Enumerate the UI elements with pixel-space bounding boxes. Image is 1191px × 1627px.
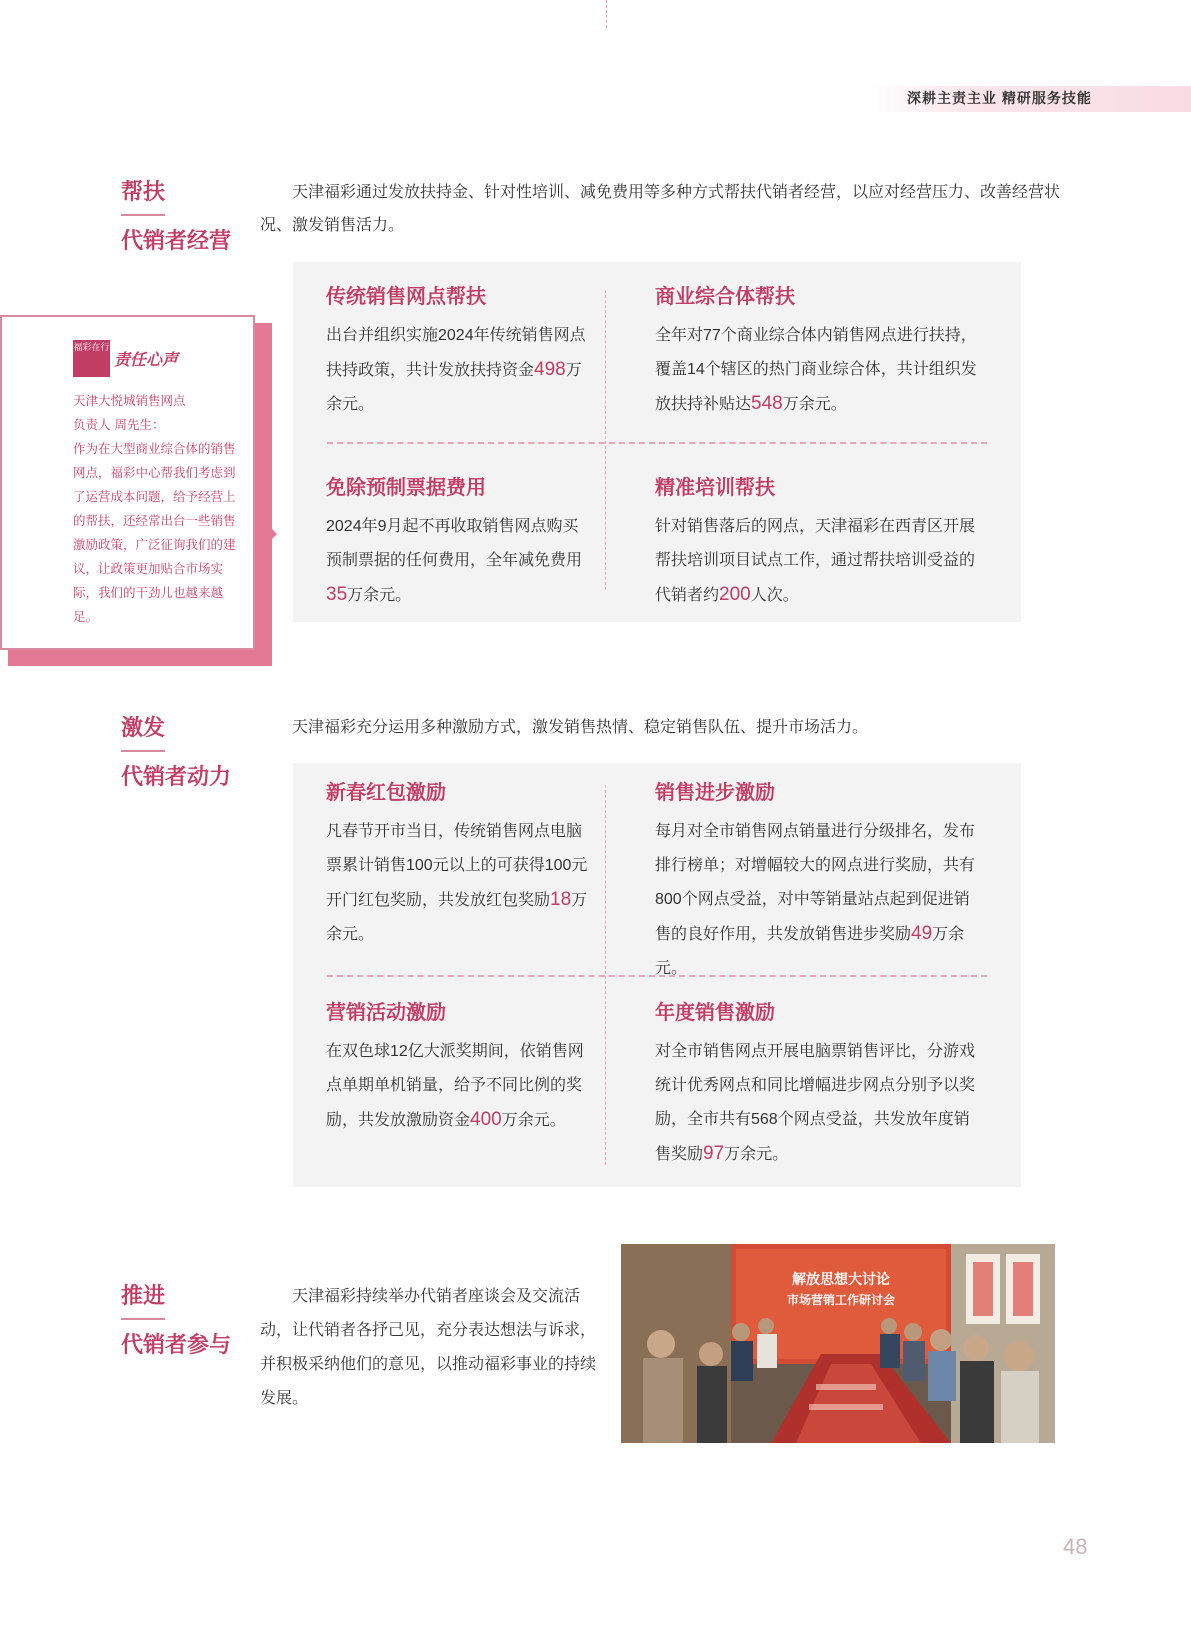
cell-title: 商业综合体帮扶	[655, 286, 795, 308]
section-title-line1: 激发	[121, 715, 166, 740]
section-title-line1: 帮扶	[121, 179, 166, 204]
cell-title: 精准培训帮扶	[655, 477, 775, 499]
cell-title: 免除预制票据费用	[326, 477, 486, 499]
quote-content	[73, 340, 243, 629]
page-number: 48	[1063, 1534, 1088, 1559]
section-title-divider	[121, 214, 165, 216]
banner-line-1: 解放思想大讨论	[792, 1272, 890, 1288]
highlight-number: 400	[470, 1109, 502, 1130]
card-vertical-divider	[605, 290, 606, 590]
running-header: 深耕主责主业 精研服务技能	[907, 90, 1092, 106]
section-title-line1: 推进	[121, 1283, 166, 1308]
support-cell-traditional	[326, 284, 594, 422]
top-crop-mark	[606, 0, 607, 28]
cell-body: 对全市销售网点开展电脑票销售评比，分游戏统计优秀网点和同比增幅进步网点分别予以奖励，全市共有568个网点受益，共发放年度销售奖励97万余元。	[655, 1043, 976, 1164]
quote-pointer	[263, 520, 277, 548]
section-title-support	[121, 179, 231, 254]
support-cell-fee-waiver	[326, 475, 594, 613]
highlight-number: 498	[534, 359, 566, 380]
cell-title: 年度销售激励	[655, 1002, 775, 1024]
section-title-divider	[121, 1318, 165, 1320]
motivate-cell-annual	[655, 1000, 985, 1172]
cell-body: 2024年9月起不再收取销售网点购买预制票据的任何费用，全年减免费用35万余元。	[326, 518, 583, 605]
highlight-number: 97	[703, 1143, 725, 1164]
support-card-grid	[293, 262, 1021, 622]
seal-logo: 福彩在行	[73, 340, 110, 377]
motivate-cell-spring	[326, 780, 594, 952]
motivate-cell-campaign	[326, 1000, 594, 1138]
card-horizontal-divider	[327, 442, 987, 444]
cell-body: 针对销售落后的网点，天津福彩在西青区开展帮扶培训项目试点工作，通过帮扶培训受益的代销者约200人次。	[655, 518, 976, 605]
section-title-line2: 代销者动力	[121, 764, 232, 789]
cell-title: 营销活动激励	[326, 1002, 446, 1024]
highlight-number: 18	[550, 889, 572, 910]
highlight-number: 49	[911, 923, 933, 944]
highlight-number: 200	[719, 584, 751, 605]
support-cell-commercial	[655, 284, 985, 422]
cell-title: 传统销售网点帮扶	[326, 286, 486, 308]
meeting-photo-illustration	[621, 1244, 1055, 1443]
section-title-motivate	[121, 715, 231, 790]
banner-line-2: 市场营销工作研讨会	[786, 1293, 896, 1307]
highlight-number: 548	[751, 393, 783, 414]
cell-body: 在双色球12亿大派奖期间，依销售网点单期单机销量，给予不同比例的奖励，共发放激励资金400万余元。	[326, 1043, 584, 1130]
quote-label: 责任心声	[114, 350, 179, 369]
cell-body: 每月对全市销售网点销量进行分级排名，发布排行榜单；对增幅较大的网点进行奖励，共有800个网点受益，对中等销量站点起到促进销售的良好作用，共发放销售进步奖励49万余元。	[655, 823, 976, 977]
cell-body: 全年对77个商业综合体内销售网点进行扶持，覆盖14个辖区的热门商业综合体，共计组织发放扶持补贴达548万余元。	[655, 327, 977, 414]
cell-body: 出台并组织实施2024年传统销售网点扶持政策，共计发放扶持资金498万余元。	[326, 327, 586, 413]
support-cell-training	[655, 475, 985, 613]
section-title-line2: 代销者参与	[121, 1332, 232, 1357]
cell-body: 凡春节开市当日，传统销售网点电脑票累计销售100元以上的可获得100元开门红包奖励，共发放红包奖励18万余元。	[326, 823, 588, 943]
cell-title: 销售进步激励	[655, 782, 775, 804]
section-intro-support: 天津福彩通过发放扶持金、针对性培训、减免费用等多种方式帮扶代销者经营，以应对经营压力、改善经营状况、激发销售活力。	[260, 184, 1061, 234]
section-title-divider	[121, 750, 165, 752]
section-title-promote	[121, 1283, 231, 1358]
section-title-line2: 代销者经营	[121, 228, 232, 253]
quote-speaker: 天津大悦城销售网点 负责人 周先生：	[73, 393, 186, 432]
motivate-card-grid	[293, 763, 1021, 1187]
motivate-cell-progress	[655, 780, 985, 986]
quote-body: 作为在大型商业综合体的销售网点，福彩中心帮我们考虑到了运营成本问题，给予经营上的帮扶，还经常出台一些销售激励政策，广泛征询我们的建议，让政策更加贴合市场实际，我们的干劲儿也越来越足。	[73, 441, 236, 624]
cell-title: 新春红包激励	[326, 782, 446, 804]
section-intro-promote: 天津福彩持续举办代销者座谈会及交流活动，让代销者各抒己见，充分表达想法与诉求，并积极采纳他们的意见，以推动福彩事业的持续发展。	[260, 1288, 597, 1407]
highlight-number: 35	[326, 584, 348, 605]
meeting-photo	[621, 1244, 1055, 1443]
section-intro-motivate: 天津福彩充分运用多种激励方式，激发销售热情、稳定销售队伍、提升市场活力。	[292, 719, 869, 736]
quote-heading	[73, 340, 243, 377]
